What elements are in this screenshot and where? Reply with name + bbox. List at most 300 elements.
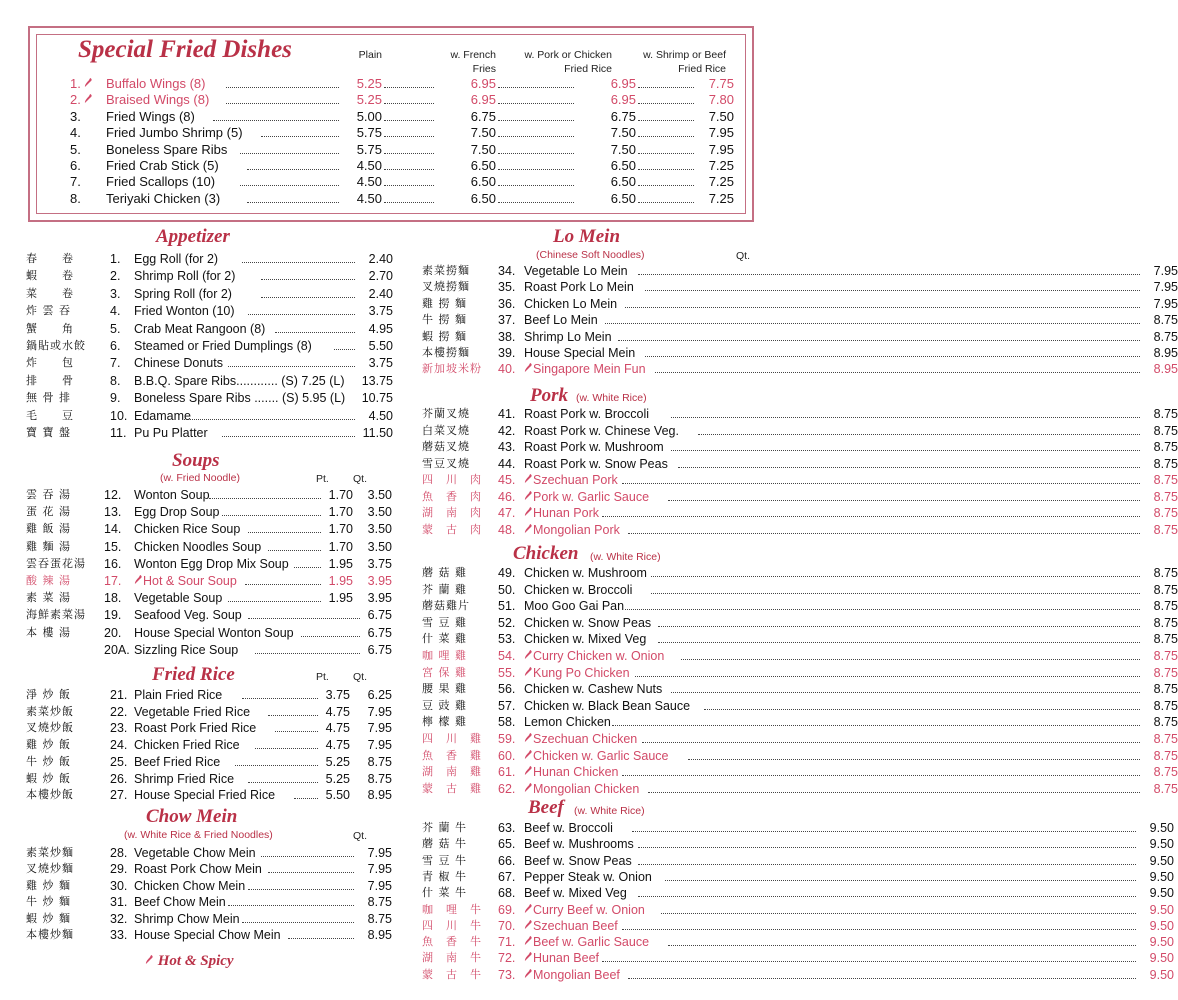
- lo-mein-qt-header: Qt.: [736, 250, 751, 262]
- leader-dots: [638, 853, 1136, 865]
- special-dish-row: [64, 109, 734, 125]
- price-col-1: 5.25: [356, 92, 382, 108]
- beef-subtitle: (w. White Rice): [574, 805, 645, 817]
- leader-dots: [612, 714, 1140, 726]
- pork-item-chinese: 湖 南 肉: [422, 506, 482, 519]
- leader-dots: [638, 263, 1140, 275]
- chow-mein-item-chinese: 叉燒炒麵: [26, 862, 74, 876]
- chicken-title: Chicken: [513, 543, 579, 564]
- beef-item-number: 65.: [498, 837, 516, 852]
- beef-item: [422, 918, 1174, 934]
- leader-dots: [498, 158, 574, 170]
- chicken-item: [422, 681, 1178, 697]
- price-col-4: 7.95: [708, 141, 734, 157]
- fried-rice-item-pt-price: 5.25: [325, 771, 350, 786]
- soup-item-chinese: 雞 飯 湯: [26, 522, 71, 536]
- beef-item-chinese: 什 菜 牛: [422, 886, 467, 900]
- leader-dots: [245, 573, 321, 585]
- appetizer-item-chinese: 春 卷: [26, 252, 74, 265]
- chicken-item-number: 54.: [498, 649, 516, 663]
- appetizer-item-chinese: 無 骨 排: [26, 391, 71, 405]
- leader-dots: [384, 158, 434, 170]
- leader-dots: [655, 361, 1140, 373]
- chicken-item-number: 59.: [498, 732, 516, 746]
- price-col-2: 7.50: [470, 125, 496, 141]
- beef-item-number: 71.: [498, 935, 516, 950]
- appetizer-item-chinese: 鍋貼或水餃: [26, 339, 86, 352]
- beef-item-price: 9.50: [1149, 902, 1174, 917]
- beef-item-name: Beef w. Garlic Sauce: [524, 934, 649, 950]
- soup-item-chinese: 酸 辣 湯: [26, 574, 71, 587]
- fried-rice-item-qt-price: 7.95: [367, 704, 392, 719]
- fried-rice-item-qt-price: 8.95: [367, 788, 392, 803]
- appetizer-item-number: 6.: [110, 339, 121, 353]
- beef-item-name: Beef w. Mushrooms: [524, 837, 634, 852]
- soup-item-number: 16.: [104, 556, 122, 571]
- lo-mein-item-name: Roast Pork Lo Mein: [524, 280, 634, 295]
- special-dish-row: [64, 191, 734, 207]
- price-col-1: 5.75: [356, 125, 382, 141]
- beef-item-chinese: 芥 蘭 牛: [422, 821, 467, 834]
- pork-item: [422, 505, 1178, 521]
- appetizer-item-number: 9.: [110, 391, 121, 406]
- lo-mein-item-price: 8.95: [1153, 362, 1178, 377]
- lo-mein-item-price: 8.95: [1153, 346, 1178, 360]
- fried-rice-item-number: 24.: [110, 738, 128, 753]
- appetizer-item: [26, 338, 393, 354]
- dish-number: 3.: [70, 108, 81, 124]
- lo-mein-item-price: 7.95: [1153, 264, 1178, 278]
- soup-item-qt-price: 3.50: [367, 488, 392, 502]
- chow-mein-item-number: 32.: [110, 911, 128, 926]
- pepper-icon: [524, 749, 533, 760]
- chicken-item: [422, 582, 1178, 598]
- pork-item-name: Roast Pork w. Mushroom: [524, 440, 664, 454]
- soup-item-name: Chicken Noodles Soup: [134, 539, 262, 554]
- leader-dots: [222, 425, 355, 437]
- leader-dots: [248, 607, 360, 619]
- beef-item-chinese: 雪 豆 牛: [422, 853, 467, 867]
- leader-dots: [605, 312, 1140, 324]
- leader-dots: [294, 556, 321, 568]
- price-col-2: 7.50: [470, 141, 496, 157]
- chicken-item-number: 57.: [498, 698, 516, 713]
- beef-item-number: 72.: [498, 951, 516, 966]
- appetizer-item-number: 3.: [110, 286, 121, 301]
- lo-mein-item-number: 38.: [498, 329, 516, 344]
- pork-item-price: 8.75: [1153, 423, 1178, 438]
- soup-item-pt-price: 1.95: [328, 556, 353, 571]
- special-dish-row: [64, 158, 734, 174]
- leader-dots: [638, 191, 694, 203]
- fried-rice-qt-header: Qt.: [353, 671, 368, 683]
- price-col-1: 4.50: [356, 158, 382, 173]
- chicken-item-price: 8.75: [1153, 615, 1178, 630]
- pork-item-name: Roast Pork w. Chinese Veg.: [524, 423, 679, 438]
- chicken-item-number: 60.: [498, 748, 516, 763]
- beef-item-chinese: 湖 南 牛: [422, 951, 482, 965]
- leader-dots: [638, 142, 694, 154]
- appetizer-item-chinese: 炸 包: [26, 356, 74, 370]
- price-col-2: 6.95: [470, 76, 496, 91]
- leader-dots: [261, 125, 339, 137]
- fried-rice-item-chinese: 淨 炒 飯: [26, 688, 71, 701]
- lo-mein-item: [422, 263, 1178, 279]
- chicken-item-number: 62.: [498, 781, 516, 796]
- chicken-item-chinese: 咖 哩 雞: [422, 649, 467, 662]
- leader-dots: [638, 92, 694, 104]
- leader-dots: [255, 737, 318, 749]
- beef-item-name: Beef w. Mixed Veg: [524, 886, 627, 901]
- pork-item: [422, 406, 1178, 422]
- chow-mein-item-chinese: 蝦 炒 麵: [26, 911, 71, 925]
- fried-rice-item: [26, 754, 392, 770]
- price-col-3: 7.50: [610, 125, 636, 141]
- appetizer-item: [26, 286, 393, 302]
- pepper-icon: [524, 919, 533, 930]
- chicken-item-price: 8.75: [1153, 765, 1178, 780]
- appetizer-item-price: 13.75: [361, 373, 393, 388]
- fried-rice-item-name: Shrimp Fried Rice: [134, 771, 235, 786]
- pork-item-chinese: 四 川 肉: [422, 473, 482, 486]
- soup-item-name: Wonton Soup: [134, 488, 210, 502]
- leader-dots: [638, 885, 1136, 897]
- soup-item-qt-price: 6.75: [367, 625, 392, 640]
- leader-dots: [635, 665, 1140, 677]
- soups-subtitle: (w. Fried Noodle): [160, 472, 240, 484]
- chow-mein-item: [26, 845, 392, 861]
- price-col-1: 5.00: [356, 108, 382, 124]
- price-col-1: 5.75: [356, 141, 382, 157]
- pork-item-name: Hunan Pork: [524, 505, 599, 521]
- leader-dots: [498, 92, 574, 104]
- lo-mein-item-number: 40.: [498, 362, 516, 377]
- leader-dots: [334, 338, 355, 350]
- leader-dots: [213, 109, 340, 121]
- fried-rice-item-number: 27.: [110, 788, 128, 803]
- beef-item-price: 9.50: [1149, 951, 1174, 966]
- chicken-item: [422, 598, 1178, 614]
- soup-item-chinese: 蛋 花 湯: [26, 505, 71, 519]
- leader-dots: [628, 967, 1136, 979]
- lo-mein-item-price: 7.95: [1153, 296, 1178, 311]
- fried-rice-item-qt-price: 8.75: [367, 771, 392, 786]
- pork-item-price: 8.75: [1153, 506, 1178, 520]
- appetizer-item-name: B.B.Q. Spare Ribs............ (S) 7.25 (L): [134, 373, 345, 388]
- soup-item-number: 20A.: [104, 642, 130, 657]
- special-dish-row: [64, 76, 734, 92]
- fried-rice-item-pt-price: 5.50: [325, 788, 350, 803]
- special-dish-row: [64, 125, 734, 141]
- leader-dots: [222, 504, 321, 516]
- legend-text: Hot & Spicy: [157, 953, 234, 969]
- soup-item-qt-price: 3.50: [367, 505, 392, 520]
- pork-item-number: 45.: [498, 473, 516, 487]
- price-col-2: 6.75: [470, 108, 496, 124]
- dish-name: Teriyaki Chicken (3): [106, 190, 221, 206]
- chow-mein-item-price: 7.95: [367, 862, 392, 877]
- leader-dots: [671, 406, 1140, 418]
- appetizer-item-price: 2.70: [368, 269, 393, 284]
- soup-item-chinese: 雞 麵 湯: [26, 539, 71, 553]
- pork-item-chinese: 魚 香 肉: [422, 489, 482, 503]
- lo-mein-item-number: 36.: [498, 296, 516, 311]
- col-plain-header: Plain: [358, 49, 382, 61]
- beef-item-number: 70.: [498, 918, 516, 933]
- chicken-item-chinese: 豆 豉 雞: [422, 698, 467, 712]
- lo-mein-item-name: House Special Mein: [524, 346, 636, 360]
- appetizer-item-chinese: 蟹 角: [26, 321, 74, 335]
- soup-item-chinese: 雲 吞 湯: [26, 488, 71, 501]
- chicken-item-chinese: 蘑菇雞片: [422, 599, 470, 613]
- fried-rice-item-chinese: 蝦 炒 飯: [26, 771, 71, 785]
- chicken-item: [422, 714, 1178, 730]
- chicken-item: [422, 615, 1178, 631]
- soup-item-qt-price: 3.50: [367, 539, 392, 554]
- pepper-icon: [145, 954, 154, 965]
- fried-rice-item-chinese: 牛 炒 飯: [26, 754, 71, 768]
- appetizer-item-price: 2.40: [368, 286, 393, 301]
- chicken-item-price: 8.75: [1153, 582, 1178, 597]
- appetizer-item-chinese: 蝦 卷: [26, 269, 74, 283]
- lo-mein-item-chinese: 牛 撈 麵: [422, 313, 467, 327]
- appetizer-item-price: 4.50: [368, 408, 393, 423]
- beef-item-name: Szechuan Beef: [524, 918, 618, 934]
- chicken-item-name: Chicken w. Black Bean Sauce: [524, 698, 691, 713]
- soup-item-name: Seafood Veg. Soup: [134, 608, 242, 623]
- leader-dots: [384, 92, 434, 104]
- soup-item-number: 13.: [104, 505, 122, 520]
- soup-item-number: 15.: [104, 539, 122, 554]
- fried-rice-item-chinese: 本樓炒飯: [26, 788, 74, 802]
- leader-dots: [275, 720, 318, 732]
- leader-dots: [261, 268, 355, 280]
- lo-mein-item-chinese: 新加坡米粉: [422, 362, 482, 376]
- leader-dots: [261, 845, 354, 857]
- beef-item: [422, 836, 1174, 852]
- beef-item-chinese: 咖 哩 牛: [422, 902, 482, 916]
- pork-item: [422, 522, 1178, 538]
- price-col-4: 7.50: [708, 108, 734, 124]
- chicken-item-number: 52.: [498, 615, 516, 630]
- leader-dots: [242, 687, 318, 699]
- beef-item-number: 68.: [498, 886, 516, 901]
- appetizer-item-chinese: 菜 卷: [26, 286, 74, 300]
- price-col-3: 7.50: [610, 141, 636, 157]
- leader-dots: [275, 321, 355, 333]
- lo-mein-item-name: Beef Lo Mein: [524, 313, 598, 328]
- soup-item-number: 12.: [104, 488, 122, 502]
- chicken-item: [422, 565, 1178, 581]
- soup-item: [26, 504, 392, 520]
- beef-item: [422, 869, 1174, 885]
- fried-rice-item-pt-price: 5.25: [325, 754, 350, 769]
- soup-item-qt-price: 3.50: [367, 522, 392, 537]
- pepper-icon: [134, 574, 143, 585]
- chicken-item-number: 49.: [498, 566, 516, 580]
- pork-item-chinese: 白菜叉燒: [422, 423, 470, 437]
- special-dish-row: [64, 142, 734, 158]
- leader-dots: [240, 174, 339, 186]
- dish-number: 1.: [70, 76, 93, 92]
- pork-item-chinese: 雪豆叉燒: [422, 456, 470, 470]
- beef-item-chinese: 四 川 牛: [422, 918, 482, 932]
- soup-item: [26, 539, 392, 555]
- fried-rice-item-qt-price: 7.95: [367, 721, 392, 736]
- leader-dots: [228, 894, 354, 906]
- pork-subtitle: (w. White Rice): [576, 392, 647, 404]
- appetizer-item-chinese: 排 骨: [26, 373, 74, 387]
- price-col-2: 6.50: [470, 190, 496, 206]
- beef-item-chinese: 青 椒 牛: [422, 869, 467, 883]
- beef-item: [422, 934, 1174, 950]
- pepper-icon: [524, 362, 533, 373]
- chicken-item: [422, 698, 1178, 714]
- lo-mein-item: [422, 329, 1178, 345]
- leader-dots: [248, 303, 355, 315]
- chow-mein-item: [26, 927, 392, 943]
- chicken-item: [422, 665, 1178, 681]
- pork-item: [422, 472, 1178, 488]
- chicken-item-chinese: 檸 檬 雞: [422, 715, 467, 729]
- appetizer-item-price: 3.75: [368, 304, 393, 319]
- leader-dots: [261, 286, 355, 298]
- leader-dots: [651, 582, 1140, 594]
- soup-item-name: House Special Wonton Soup: [134, 625, 294, 640]
- chicken-item-chinese: 蘑 菇 雞: [422, 566, 467, 579]
- pepper-icon: [524, 782, 533, 793]
- price-col-4: 7.75: [708, 76, 734, 91]
- pepper-icon: [84, 77, 93, 88]
- soup-item: [26, 590, 392, 606]
- beef-item-chinese: 蘑 菇 牛: [422, 837, 467, 851]
- leader-dots: [498, 142, 574, 154]
- beef-item-price: 9.50: [1149, 886, 1174, 901]
- soup-item-number: 20.: [104, 625, 122, 640]
- appetizer-item-price: 11.50: [362, 426, 393, 440]
- beef-item-name: Curry Beef w. Onion: [524, 902, 645, 918]
- fried-rice-item: [26, 771, 392, 787]
- appetizer-item-name: Fried Wonton (10): [134, 304, 235, 319]
- leader-dots: [384, 76, 434, 88]
- leader-dots: [665, 869, 1136, 881]
- soup-item-qt-price: 3.95: [367, 591, 392, 606]
- chicken-item: [422, 764, 1178, 780]
- fried-rice-item-name: Beef Fried Rice: [134, 754, 221, 769]
- leader-dots: [498, 174, 574, 186]
- lo-mein-item: [422, 345, 1178, 361]
- chicken-item-number: 61.: [498, 765, 516, 780]
- leader-dots: [228, 590, 321, 602]
- beef-item-number: 69.: [498, 902, 516, 917]
- appetizer-item-name: Pu Pu Platter: [134, 426, 208, 440]
- pork-item-number: 46.: [498, 489, 516, 504]
- beef-item: [422, 967, 1174, 983]
- pork-item-number: 42.: [498, 423, 516, 438]
- pepper-icon: [524, 765, 533, 776]
- appetizer-item-name: Spring Roll (for 2): [134, 286, 232, 301]
- leader-dots: [678, 456, 1140, 468]
- pork-item-price: 8.75: [1153, 489, 1178, 504]
- lo-mein-title: Lo Mein: [553, 226, 621, 247]
- lo-mein-item-number: 35.: [498, 280, 516, 295]
- pork-item-number: 44.: [498, 456, 516, 471]
- leader-dots: [658, 631, 1140, 643]
- leader-dots: [638, 109, 694, 121]
- chow-mein-item-price: 8.75: [367, 911, 392, 926]
- pepper-icon: [524, 666, 533, 677]
- lo-mein-item-price: 7.95: [1153, 280, 1178, 295]
- leader-dots: [638, 125, 694, 137]
- pork-title: Pork: [530, 385, 568, 406]
- soup-item-pt-price: 1.70: [328, 522, 353, 537]
- leader-dots: [226, 92, 339, 104]
- lo-mein-item-name: Singapore Mein Fun: [524, 361, 646, 377]
- chicken-item-chinese: 魚 香 雞: [422, 748, 482, 762]
- leader-dots: [240, 142, 339, 154]
- fried-rice-item-pt-price: 4.75: [325, 704, 350, 719]
- appetizer-item-number: 5.: [110, 321, 121, 336]
- fried-rice-item-name: Chicken Fried Rice: [134, 738, 240, 753]
- leader-dots: [625, 296, 1140, 308]
- soup-item-name: Egg Drop Soup: [134, 505, 220, 520]
- pepper-icon: [524, 968, 533, 979]
- dish-number: 6.: [70, 158, 81, 173]
- soup-item-pt-price: 1.70: [328, 488, 353, 502]
- soup-item-name: Chicken Rice Soup: [134, 522, 241, 537]
- soup-item-chinese: 素 菜 湯: [26, 591, 71, 605]
- lo-mein-item: [422, 361, 1178, 377]
- chow-mein-item-number: 33.: [110, 928, 128, 942]
- leader-dots: [645, 345, 1140, 357]
- fried-rice-item: [26, 737, 392, 753]
- pork-item-name: Pork w. Garlic Sauce: [524, 489, 649, 505]
- beef-item-price: 9.50: [1149, 935, 1174, 950]
- appetizer-item-price: 5.50: [368, 339, 393, 353]
- fried-rice-item-name: Roast Pork Fried Rice: [134, 721, 257, 736]
- leader-dots: [704, 698, 1140, 710]
- chow-mein-item-price: 7.95: [367, 846, 392, 860]
- leader-dots: [248, 521, 321, 533]
- leader-dots: [618, 329, 1140, 341]
- leader-dots: [632, 820, 1136, 832]
- pork-item-chinese: 芥蘭叉燒: [422, 407, 470, 420]
- leader-dots: [498, 109, 574, 121]
- leader-dots: [242, 911, 354, 923]
- chicken-item-price: 8.75: [1153, 599, 1178, 614]
- soup-item-qt-price: 3.95: [367, 574, 392, 588]
- lo-mein-item-price: 8.75: [1153, 329, 1178, 344]
- beef-item-chinese: 蒙 古 牛: [422, 967, 482, 981]
- chow-mein-item-name: Chicken Chow Mein: [134, 878, 246, 893]
- fried-rice-item-number: 26.: [110, 771, 128, 786]
- soup-item-pt-price: 1.95: [328, 574, 353, 588]
- chow-mein-item-name: Vegetable Chow Mein: [134, 846, 256, 860]
- special-dish-row: [64, 174, 734, 190]
- col-pork-chicken-header: w. Pork or Chicken Fried Rice: [524, 49, 612, 75]
- leader-dots: [688, 748, 1140, 760]
- leader-dots: [498, 76, 574, 88]
- appetizer-item: [26, 373, 393, 389]
- chicken-item: [422, 648, 1178, 664]
- lo-mein-item-name: Chicken Lo Mein: [524, 296, 618, 311]
- appetizer-item: [26, 408, 393, 424]
- chicken-item-chinese: 腰 果 雞: [422, 682, 467, 696]
- beef-item-name: Beef w. Broccoli: [524, 821, 613, 835]
- leader-dots: [301, 625, 360, 637]
- beef-item: [422, 853, 1174, 869]
- soup-item: [26, 487, 392, 503]
